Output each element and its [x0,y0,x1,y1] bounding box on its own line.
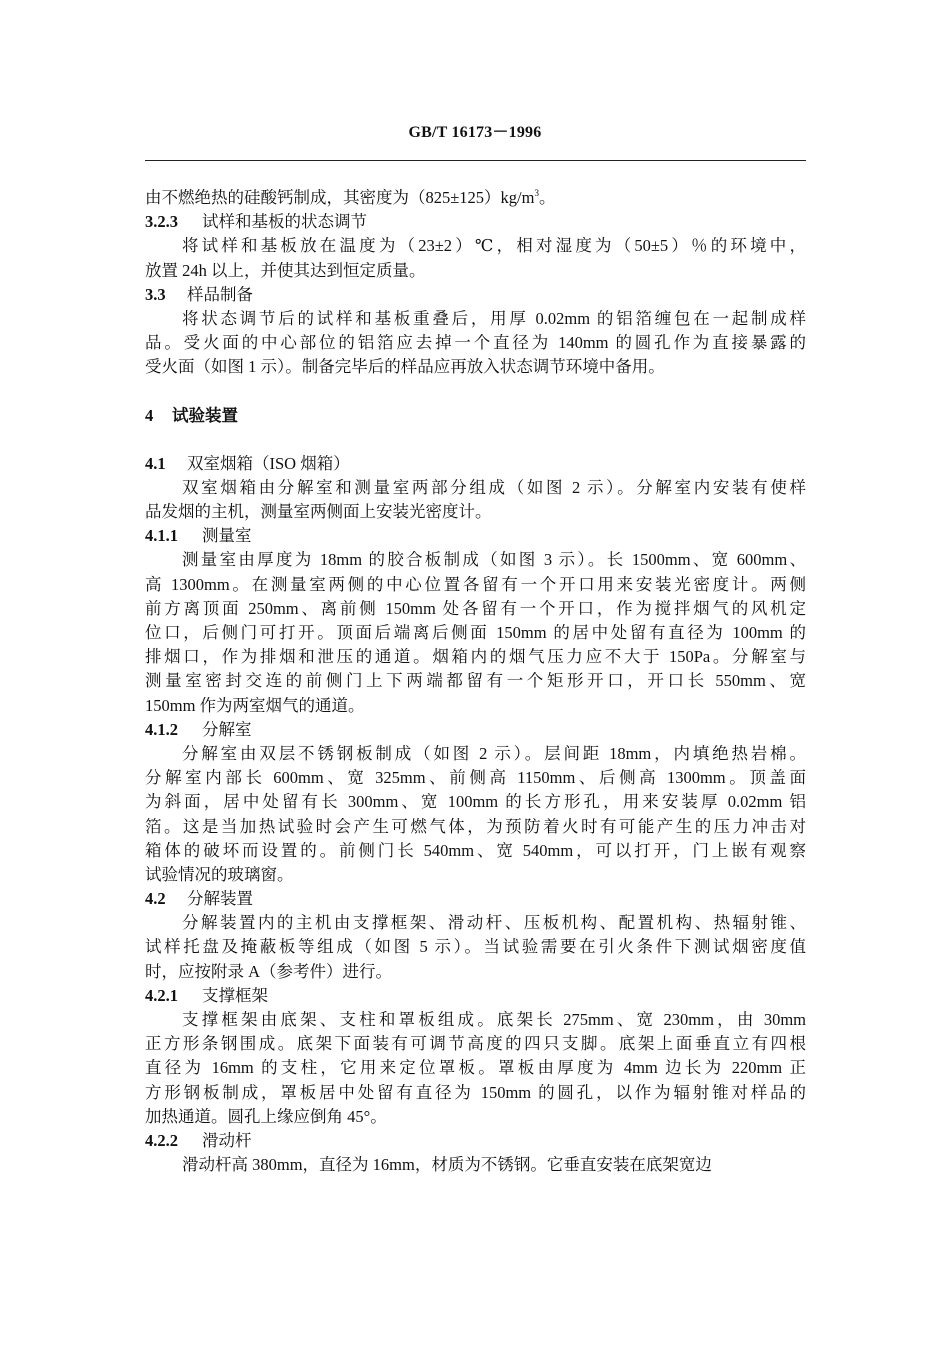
paragraph-line: 滑动杆高 380mm，直径为 16mm，材质为不锈钢。它垂直安装在底架宽边 [182,1155,712,1175]
paragraph-line: 分解装置内的主机由支撑框架、滑动杆、压板机构、配置机构、热辐射锥、 [182,913,806,933]
paragraph-line: 将试样和基板放在温度为（23±2）℃，相对湿度为（50±5）％的环境中， [182,236,806,256]
paragraph-line: 试样托盘及掩蔽板等组成（如图 5 示）。当试验需要在引火条件下测试烟密度值 [145,937,806,957]
paragraph-line: 双室烟箱由分解室和测量室两部分组成（如图 2 示）。分解室内安装有使样 [182,477,806,497]
paragraph-line: 支撑框架由底架、支柱和罩板组成。底架长 275mm、宽 230mm，由 30mm [182,1010,806,1029]
paragraph-line: 试验情况的玻璃窗。 [145,864,294,884]
section-heading-4-2-1: 4.2.1 支撑框架 [145,985,268,1005]
paragraph-line: 高 1300mm。在测量室两侧的中心位置各留有一个开口用来安装光密度计。两侧 [145,574,806,594]
paragraph-line: 排烟口，作为排烟和泄压的通道。烟箱内的烟气压力应不大于 150Pa。分解室与 [145,647,806,667]
standard-header: GB/T 16173－1996 [408,124,542,141]
paragraph-line: 由不燃绝热的硅酸钙制成，其密度为$(825\pm 125)kg/m^3$。 [145,188,556,207]
paragraph-line: 箔。这是当加热试验时会产生可燃气体，为预防着火时有可能产生的压力冲击对 [145,816,806,836]
paragraph-line: 方形钢板制成，罩板居中处留有直径为 150mm 的圆孔，以作为辐射锥对样品的 [145,1082,806,1102]
paragraph-line: 位口，后侧门可打开。顶面后端离后侧面 150mm 的居中处留有直径为 100mm 的 [145,623,806,642]
paragraph-line: 测量室密封交连的前侧门上下两端都留有一个矩形开口，开口长 550mm、宽 [145,671,806,691]
paragraph-line: 箱体的破坏而设置的。前侧门长 540mm、宽 540mm，可以打开，门上嵌有观察 [145,840,806,860]
paragraph-line: 放置 24h 以上，并使其达到恒定质量。 [145,260,426,280]
section-heading-4-2-2: 4.2.2 滑动杆 [145,1130,252,1150]
paragraph-line: 品。受火面的中心部位的铝箔应去掉一个直径为 140mm 的圆孔作为直接暴露的 [145,333,806,353]
paragraph-line: 品发烟的主机，测量室两侧面上安装光密度计。 [145,502,492,522]
section-heading-3-3: 3.3 样品制备 [145,284,253,304]
paragraph-line: 直径为 16mm 的支柱，它用来定位罩板。罩板由厚度为 4mm 边长为 220mm 正 [145,1058,806,1078]
paragraph-line: 将状态调节后的试样和基板重叠后，用厚 0.02mm 的铝箔缠包在一起制成样 [182,308,806,328]
paragraph-line: 150mm 作为两室烟气的通道。 [145,695,365,715]
paragraph-line: 分解室由双层不锈钢板制成（如图 2 示）。层间距 18mm，内填绝热岩棉。 [182,743,806,763]
paragraph-line: 前方离顶面 250mm、离前侧 150mm 处各留有一个开口，作为搅拌烟气的风机定 [145,598,806,618]
paragraph-line: 受火面（如图 1 示）。制备完毕后的样品应再放入状态调节环境中备用。 [145,357,665,377]
paragraph-line: 分解室内部长 600mm、宽 325mm、前侧高 1150mm、后侧高 1300mm。顶盖面 [145,768,806,788]
paragraph-line: 加热通道。圆孔上缘应倒角 45°。 [145,1106,387,1126]
section-heading-4-1: 4.1 双室烟箱（ISO 烟箱） [145,453,350,473]
header-rule [145,160,806,161]
superscript: 3 [534,188,539,198]
paragraph-line: 为斜面，居中处留有长 300mm、宽 100mm 的长方形孔，用来安装厚 0.02mm 铝 [145,792,806,812]
section-heading-4-2: 4.2 分解装置 [145,889,253,909]
paragraph-line: 测量室由厚度为 18mm 的胶合板制成（如图 3 示）。长 1500mm、宽 600mm、 [182,550,806,570]
document-body [145,186,806,1177]
paragraph-line: 正方形条钢围成。底架下面装有可调节高度的四只支脚。底架上面垂直立有四根 [145,1034,806,1054]
chapter-heading-4: 4 试验装置 [145,405,238,425]
paragraph-line: 时，应按附录 A（参考件）进行。 [145,961,393,981]
section-heading-3-2-3: 3.2.3 试样和基板的状态调节 [145,212,367,232]
section-heading-4-1-1: 4.1.1 测量室 [145,526,252,546]
section-heading-4-1-2: 4.1.2 分解室 [145,719,252,739]
